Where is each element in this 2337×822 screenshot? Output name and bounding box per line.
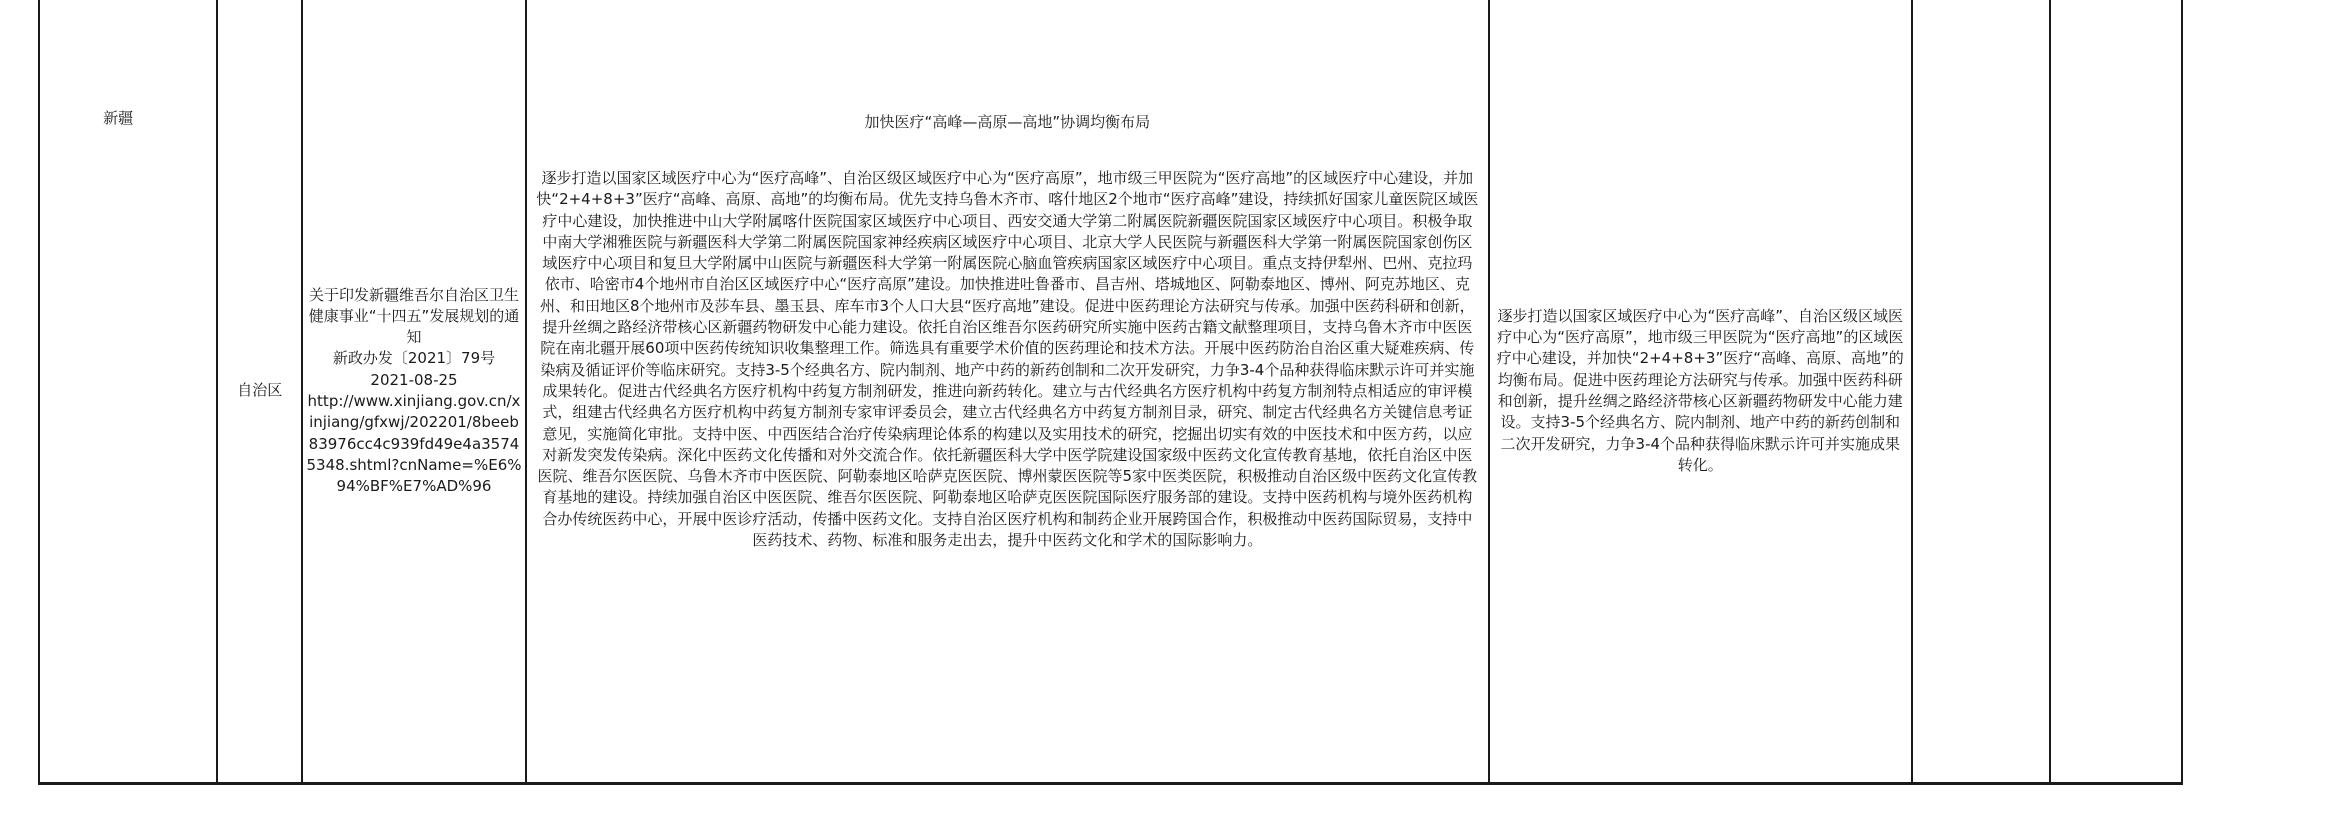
admin-level: 自治区 — [237, 381, 283, 400]
content-cell — [526, 0, 1489, 784]
region-cell — [39, 0, 217, 784]
source-block — [303, 285, 524, 498]
policy-table — [38, 0, 2183, 785]
content-body: 逐步打造以国家区域医疗中心为“医疗高峰”、自治区级区域医疗中心为“医疗高原”，地市级三甲医院为“医疗高地”的区域医疗中心建设，并加快“2+4+8+3”医疗“高峰、高原、高地”的均衡布局。优先支持乌鲁木齐市、喀什地区2个地市“医疗高峰”建设，持续抓好国家儿童医院区域医疗中心建设，加快推进中山大学附属喀什医院国家区域医疗中心项目、西安交通大学第二附属医院新疆医院国家区域医疗中心项目。积极争取中南大学湘雅医院与新疆医科大学第二附属医院国家神经疾病区域医疗中心项目、北京大学人民医院与新疆医科大学第一附属医院国家创伤区域医疗中心项目和复旦大学附属中山医院与新疆医科大学第一附属医院心脑血管疾病国家区域医疗中心项目。重点支持伊犁州、巴州、克拉玛依市、哈密市4个地州市自治区区域医疗中心“医疗高原”建设。加快推进吐鲁番市、昌吉州、塔城地区、阿勒泰地区、博州、阿克苏地区、克州、和田地区8个地州市及莎车县、墨玉县、库车市3个人口大县“医疗高地”建设。促进中医药理论方法研究与传承。加强中医药科研和创新，提升丝绸之路经济带核心区新疆药物研发中心能力建设。依托自治区维吾尔医药研究所实施中医药古籍文献整理项目，支持乌鲁木齐市中医医院在南北疆开展60项中医药传统知识收集整理工作。筛选具有重要学术价值的医药理论和技术方法。开展中医药防治自治区重大疑难疾病、传染病及循证评价等临床研究。支持3-5个经典名方、院内制剂、地产中药的新药创制和二次开发研究，力争3-4个品种获得临床默示许可并实施成果转化。促进古代经典名方医疗机构中药复方制剂研发，推进向新药转化。建立与古代经典名方医疗机构中药复方制剂特点相适应的审评模式，组建古代经典名方医疗机构中药复方制剂专家审评委员会，建立古代经典名方中药复方制剂目录，研究、制定古代经典名方关键信息考证意见，实施简化审批。支持中医、中西医结合治疗传染病理论体系的构建以及实用技术的研究，挖掘出切实有效的中医技术和中医方药，以应对新发突发传染病。深化中医药文化传播和对外交流合作。依托新疆医科大学中医学院建设国家级中医药文化宣传教育基地，依托自治区中医医院、维吾尔医医院、乌鲁木齐市中医医院、阿勒泰地区哈萨克医医院、博州蒙医医院等5家中医类医院，积极推动自治区级中医药文化宣传教育基地的建设。持续加强自治区中医医院、维吾尔医医院、阿勒泰地区哈萨克医医院国际医疗服务部的建设。支持中医药机构与境外医药机构合办传统医药中心，开展中医诊疗活动，传播中医药文化。支持自治区医疗机构和制药企业开展跨国合作，积极推动中医药国际贸易，支持中医药技术、药物、标准和服务走出去，提升中医药文化和学术的国际影响力。 — [536, 169, 1479, 550]
summary-cell — [1489, 0, 1912, 784]
source-title: 关于印发新疆维吾尔自治区卫生健康事业“十四五”发展规划的通知 — [308, 285, 520, 347]
source-doc-number: 新政办发〔2021〕79号 — [332, 349, 496, 368]
content-title: 加快医疗“高峰—高原—高地”协调均衡布局 — [864, 113, 1151, 131]
region-name: 新疆 — [103, 109, 134, 127]
empty-cell-b — [2050, 0, 2182, 784]
empty-cell-a — [1912, 0, 2050, 784]
source-cell — [302, 0, 525, 784]
source-date: 2021-08-25 — [370, 370, 458, 389]
table-row — [39, 0, 2182, 784]
summary-text: 逐步打造以国家区域医疗中心为“医疗高峰”、自治区级区域医疗中心为“医疗高原”，地市级三甲医院为“医疗高地”的区域医疗中心建设，并加快“2+4+8+3”医疗“高峰、高原、高地”的均衡布局。促进中医药理论方法研究与传承。加强中医药科研和创新，提升丝绸之路经济带核心区新疆药物研发中心能力建设。支持3-5个经典名方、院内制剂、地产中药的新药创制和二次开发研究，力争3-4个品种获得临床默示许可并实施成果转化。 — [1496, 306, 1904, 474]
level-cell — [217, 0, 302, 784]
source-url: http://www.xinjiang.gov.cn/xinjiang/gfxwj/202201/8beeb83976cc4c939fd49e4a35745348.shtml?cnName=%E6%94%BF%E7%AD%96 — [306, 392, 522, 496]
